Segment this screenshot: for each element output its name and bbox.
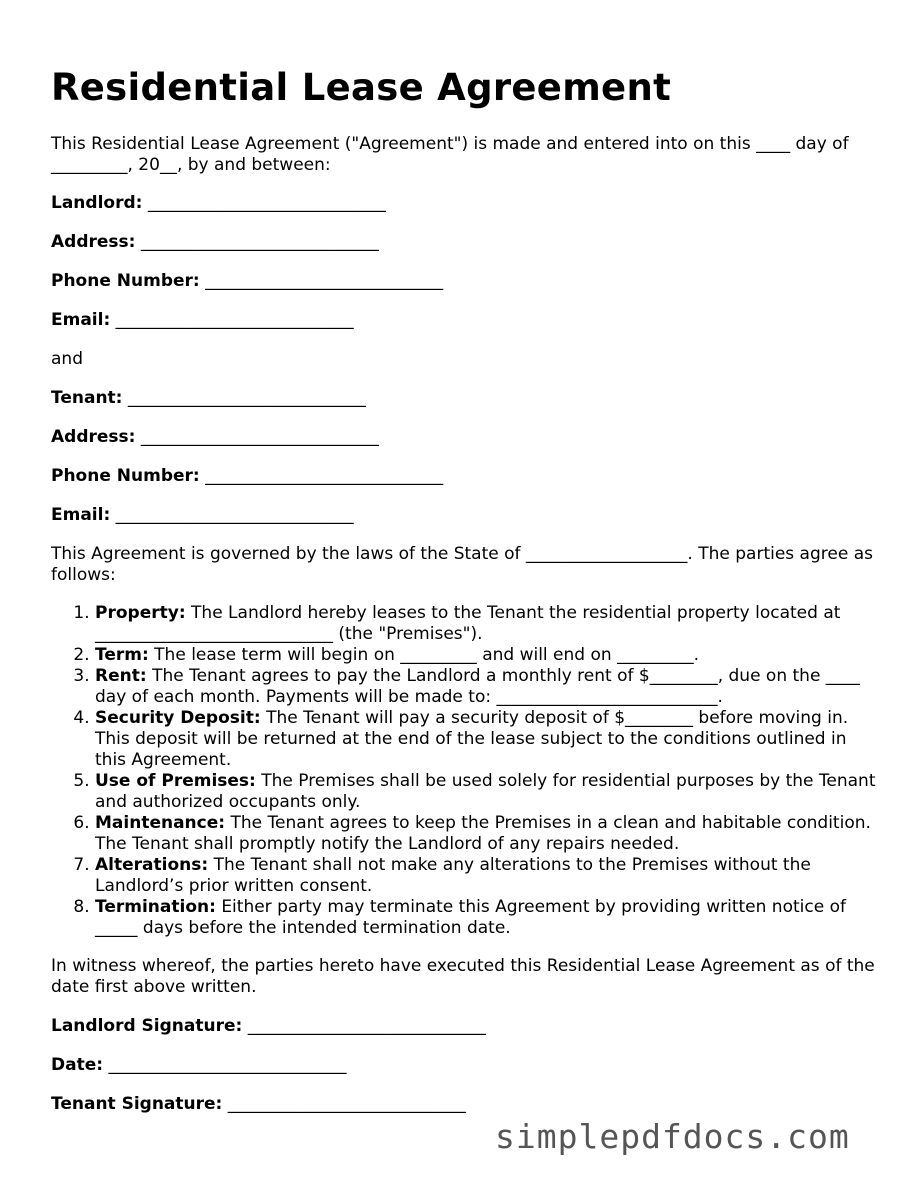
list-item bbox=[95, 666, 881, 708]
witness-paragraph: In witness whereof, the parties hereto have executed this Residential Lease Agreement as of the date first above written. bbox=[51, 956, 875, 997]
landlord-email-blank: ____________________________ bbox=[115, 310, 354, 330]
term-heading: Termination: bbox=[95, 897, 216, 917]
list-item bbox=[95, 708, 881, 771]
date-blank: ____________________________ bbox=[108, 1055, 347, 1075]
term-heading: Security Deposit: bbox=[95, 708, 261, 728]
list-item bbox=[95, 645, 881, 666]
landlord-email-label: Email: bbox=[51, 310, 111, 330]
term-text: The lease term will begin on _________ and will end on _________. bbox=[154, 645, 699, 665]
landlord-name-field bbox=[51, 193, 881, 214]
term-text: The Landlord hereby leases to the Tenant the residential property located at ____________________________ (the "Premises"). bbox=[95, 603, 841, 644]
document-page bbox=[51, 66, 881, 1133]
tenant-email-blank: ____________________________ bbox=[115, 505, 354, 525]
tenant-name-blank: ____________________________ bbox=[127, 388, 366, 408]
term-text: Either party may terminate this Agreement by providing written notice of _____ days before the intended termination date. bbox=[95, 897, 846, 938]
landlord-signature-field bbox=[51, 1016, 881, 1037]
landlord-phone-blank: ____________________________ bbox=[205, 271, 444, 291]
landlord-signature-label: Landlord Signature: bbox=[51, 1016, 243, 1036]
list-item bbox=[95, 855, 881, 897]
tenant-phone-label: Phone Number: bbox=[51, 466, 200, 486]
term-heading: Property: bbox=[95, 603, 186, 623]
landlord-address-field bbox=[51, 232, 881, 253]
term-heading: Use of Premises: bbox=[95, 771, 256, 791]
governing-law-paragraph: This Agreement is governed by the laws of the State of ___________________. The parties agree as follows: bbox=[51, 544, 873, 585]
landlord-phone-label: Phone Number: bbox=[51, 271, 200, 291]
term-heading: Alterations: bbox=[95, 855, 209, 875]
landlord-name-blank: ____________________________ bbox=[147, 193, 386, 213]
list-item bbox=[95, 897, 881, 939]
tenant-email-label: Email: bbox=[51, 505, 111, 525]
term-heading: Maintenance: bbox=[95, 813, 226, 833]
landlord-address-blank: ____________________________ bbox=[140, 232, 379, 252]
tenant-signature-label: Tenant Signature: bbox=[51, 1094, 223, 1114]
landlord-signature-blank: ____________________________ bbox=[247, 1016, 486, 1036]
document-title: Residential Lease Agreement bbox=[51, 66, 672, 109]
watermark: simplepdfdocs.com bbox=[495, 1117, 850, 1156]
term-text: The Tenant shall not make any alterations to the Premises without the Landlord’s prior written consent. bbox=[95, 855, 811, 896]
tenant-signature-blank: ____________________________ bbox=[227, 1094, 466, 1114]
intro-paragraph: This Residential Lease Agreement ("Agreement") is made and entered into on this ____ day of _________, 20__, by and between: bbox=[51, 134, 849, 175]
landlord-phone-field bbox=[51, 271, 881, 292]
tenant-signature-field bbox=[51, 1094, 881, 1115]
term-text: The Tenant agrees to pay the Landlord a monthly rent of $________, due on the ____ day of each month. Payments will be made to: __________________________. bbox=[95, 666, 860, 707]
term-heading: Rent: bbox=[95, 666, 147, 686]
landlord-email-field bbox=[51, 310, 881, 331]
list-item bbox=[95, 771, 881, 813]
tenant-phone-blank: ____________________________ bbox=[205, 466, 444, 486]
tenant-name-label: Tenant: bbox=[51, 388, 123, 408]
term-text: The Tenant will pay a security deposit of $________ before moving in. This deposit will be returned at the end of the lease subject to the conditions outlined in this Agreement. bbox=[95, 708, 849, 770]
tenant-phone-field bbox=[51, 466, 881, 487]
term-text: The Tenant agrees to keep the Premises in a clean and habitable condition. The Tenant shall promptly notify the Landlord of any repairs needed. bbox=[95, 813, 871, 854]
tenant-name-field bbox=[51, 388, 881, 409]
terms-list bbox=[51, 603, 881, 939]
term-heading: Term: bbox=[95, 645, 149, 665]
tenant-email-field bbox=[51, 505, 881, 526]
term-text: The Premises shall be used solely for residential purposes by the Tenant and authorized occupants only. bbox=[95, 771, 876, 812]
landlord-name-label: Landlord: bbox=[51, 193, 143, 213]
landlord-address-label: Address: bbox=[51, 232, 136, 252]
tenant-address-blank: ____________________________ bbox=[140, 427, 379, 447]
list-item bbox=[95, 813, 881, 855]
date-label: Date: bbox=[51, 1055, 104, 1075]
and-text: and bbox=[51, 349, 83, 369]
tenant-address-field bbox=[51, 427, 881, 448]
list-item bbox=[95, 603, 881, 645]
date-field bbox=[51, 1055, 881, 1076]
tenant-address-label: Address: bbox=[51, 427, 136, 447]
